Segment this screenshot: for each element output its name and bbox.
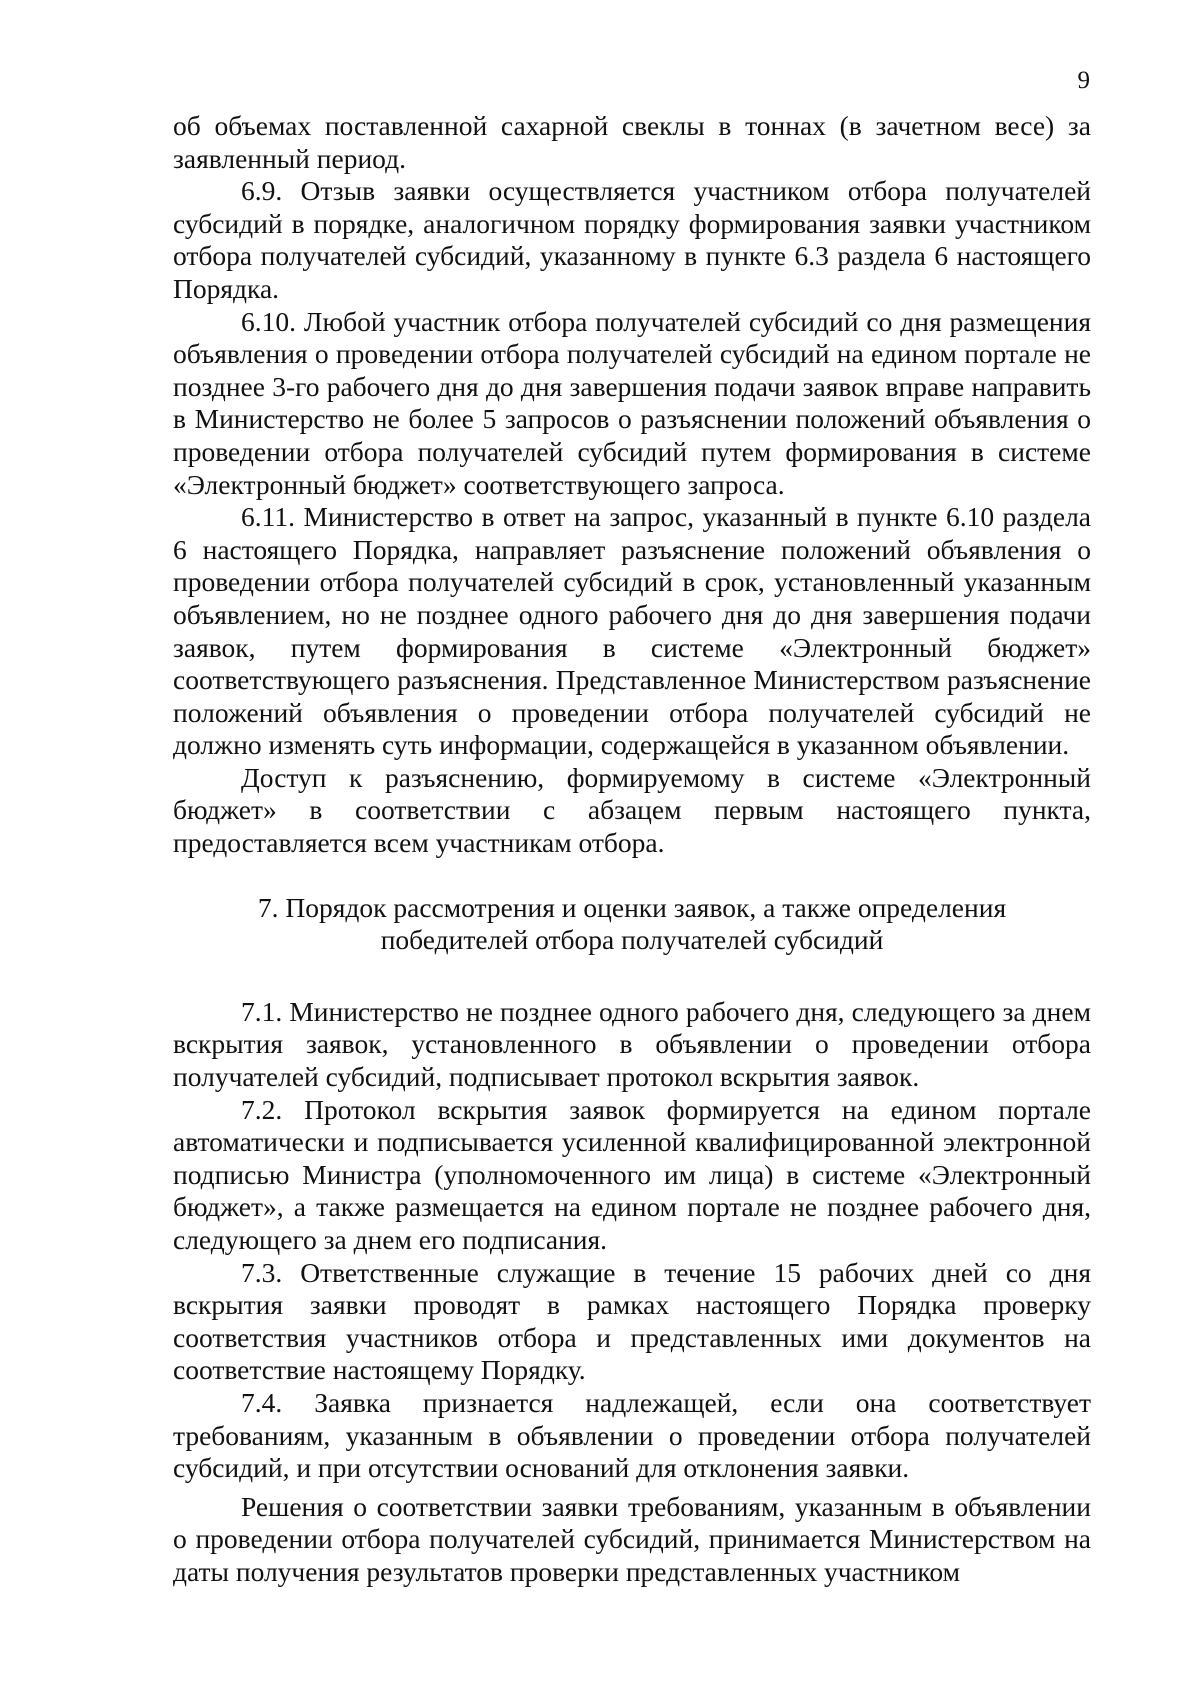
- section-7-heading-line-2: победителей отбора получателей субсидий: [380, 924, 884, 956]
- paragraph-7-1: 7.1. Министерство не позднее одного рабочего дня, следующего за днем вскрытия заявок, установленного в объявлении о проведении отбора получателей субсидий, подписывает протокол вскрытия заявок.: [173, 995, 1091, 1093]
- paragraph-7-4-decision: Решения о соответствии заявки требованиям, указанным в объявлении о проведении отбора получателей субсидий, принимается Министерством на даты получения результатов проверки представленных участником: [173, 1490, 1091, 1587]
- section-7-heading-line-1: 7. Порядок рассмотрения и оценки заявок, а также определения: [257, 891, 1007, 923]
- paragraph-6-9: 6.9. Отзыв заявки осуществляется участником отбора получателей субсидий в порядке, аналогичном порядку формирования заявки участником отбора получателей субсидий, указанному в пункте 6.3 раздела 6 настоящего Порядка.: [173, 175, 1091, 304]
- document-body: [173, 110, 1091, 1589]
- paragraph-6-11: 6.11. Министерство в ответ на запрос, указанный в пункте 6.10 раздела 6 настоящего Порядка, направляет разъяснение положений объявления о проведении отбора получателей субсидий в срок, установленный указанным объявлением, но не позднее одного рабочего дня до дня завершения подачи заявок, путем формирования в системе «Электронный бюджет» соответствующего разъяснения. Представленное Министерством разъяснение положений объявления о проведении отбора получателей субсидий не должно изменять суть информации, содержащейся в указанном объявлении.: [173, 501, 1091, 761]
- section-7-heading: [173, 892, 1091, 957]
- paragraph-6-11-access: Доступ к разъяснению, формируемому в системе «Электронный бюджет» в соответствии с абзацем первым настоящего пункта, предоставляется всем участникам отбора.: [173, 761, 1091, 859]
- paragraph-7-4: 7.4. Заявка признается надлежащей, если она соответствует требованиям, указанным в объявлении о проведении отбора получателей субсидий, и при отсутствии оснований для отклонения заявки.: [173, 1386, 1091, 1484]
- paragraph-6-10: 6.10. Любой участник отбора получателей субсидий со дня размещения объявления о проведении отбора получателей субсидий на едином портале не позднее 3-го рабочего дня до дня завершения подачи заявок вправе направить в Министерство не более 5 запросов о разъяснении положений объявления о проведении отбора получателей субсидий путем формирования в системе «Электронный бюджет» соответствующего запроса.: [173, 305, 1091, 500]
- paragraph-7-2: 7.2. Протокол вскрытия заявок формируется на едином портале автоматически и подписывается усиленной квалифицированной электронной подписью Министра (уполномоченного им лица) в системе «Электронный бюджет», а также размещается на едином портале не позднее рабочего дня, следующего за днем его подписания.: [173, 1093, 1091, 1255]
- paragraph-continuation: об объемах поставленной сахарной свеклы в тоннах (в зачетном весе) за заявленный период.: [173, 110, 1091, 174]
- page-number: 9: [1077, 67, 1090, 94]
- paragraph-7-3: 7.3. Ответственные служащие в течение 15 рабочих дней со дня вскрытия заявки проводят в рамках настоящего Порядка проверку соответствия участников отбора и представленных ими документов на соответствие настоящему Порядку.: [173, 1256, 1091, 1386]
